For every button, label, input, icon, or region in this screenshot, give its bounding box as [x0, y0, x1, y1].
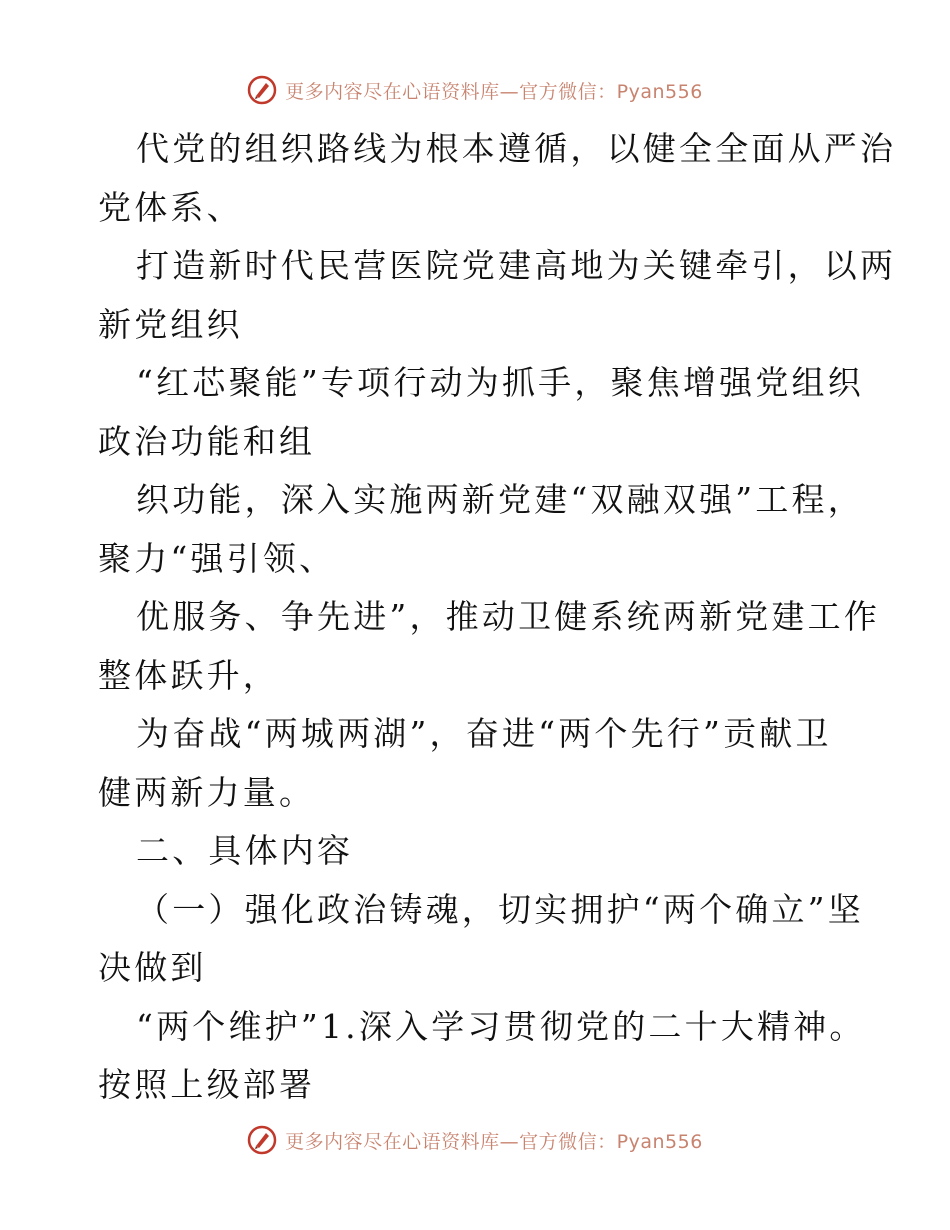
text-line: 织功能，深入实施两新党建“双融双强”工程，: [136, 480, 864, 519]
text-line: 打造新时代民营医院党建高地为关键牵引，以两: [136, 246, 897, 285]
text-line: （一）强化政治铸魂，切实拥护“两个确立”坚: [136, 889, 864, 929]
text-line: “两个维护”1.深入学习贯彻党的二十大精神。: [136, 1006, 866, 1046]
text-line: 党体系、: [98, 187, 243, 227]
pen-circle-logo-icon: [247, 1125, 277, 1155]
section-heading: 二、具体内容: [136, 831, 354, 870]
text-line: 优服务、争先进”，推动卫健系统两新党建工作: [136, 597, 881, 636]
text-line: 聚力“强引领、: [98, 538, 336, 578]
pen-circle-logo-icon: [247, 75, 277, 105]
document-body: [98, 120, 897, 1115]
text-line: 政治功能和组: [98, 421, 316, 461]
text-line: 整体跃升，: [98, 655, 279, 695]
header-watermark: [0, 70, 950, 110]
text-line: 代党的组织路线为根本遵循，以健全全面从严治: [136, 129, 897, 168]
text-line: 为奋战“两城两湖”，奋进“两个先行”贡献卫: [136, 714, 832, 753]
text-line: 按照上级部署: [98, 1065, 316, 1104]
text-line: 新党组织: [98, 304, 243, 344]
watermark-text: 更多内容尽在心语资料库—官方微信：Pyan556: [285, 80, 703, 103]
watermark-text: 更多内容尽在心语资料库—官方微信：Pyan556: [285, 1130, 703, 1153]
text-line: 决做到: [98, 948, 207, 987]
text-line: “红芯聚能”专项行动为抓手，聚焦增强党组织: [136, 363, 864, 402]
text-line: 健两新力量。: [98, 772, 316, 812]
footer-watermark: [0, 1120, 950, 1160]
